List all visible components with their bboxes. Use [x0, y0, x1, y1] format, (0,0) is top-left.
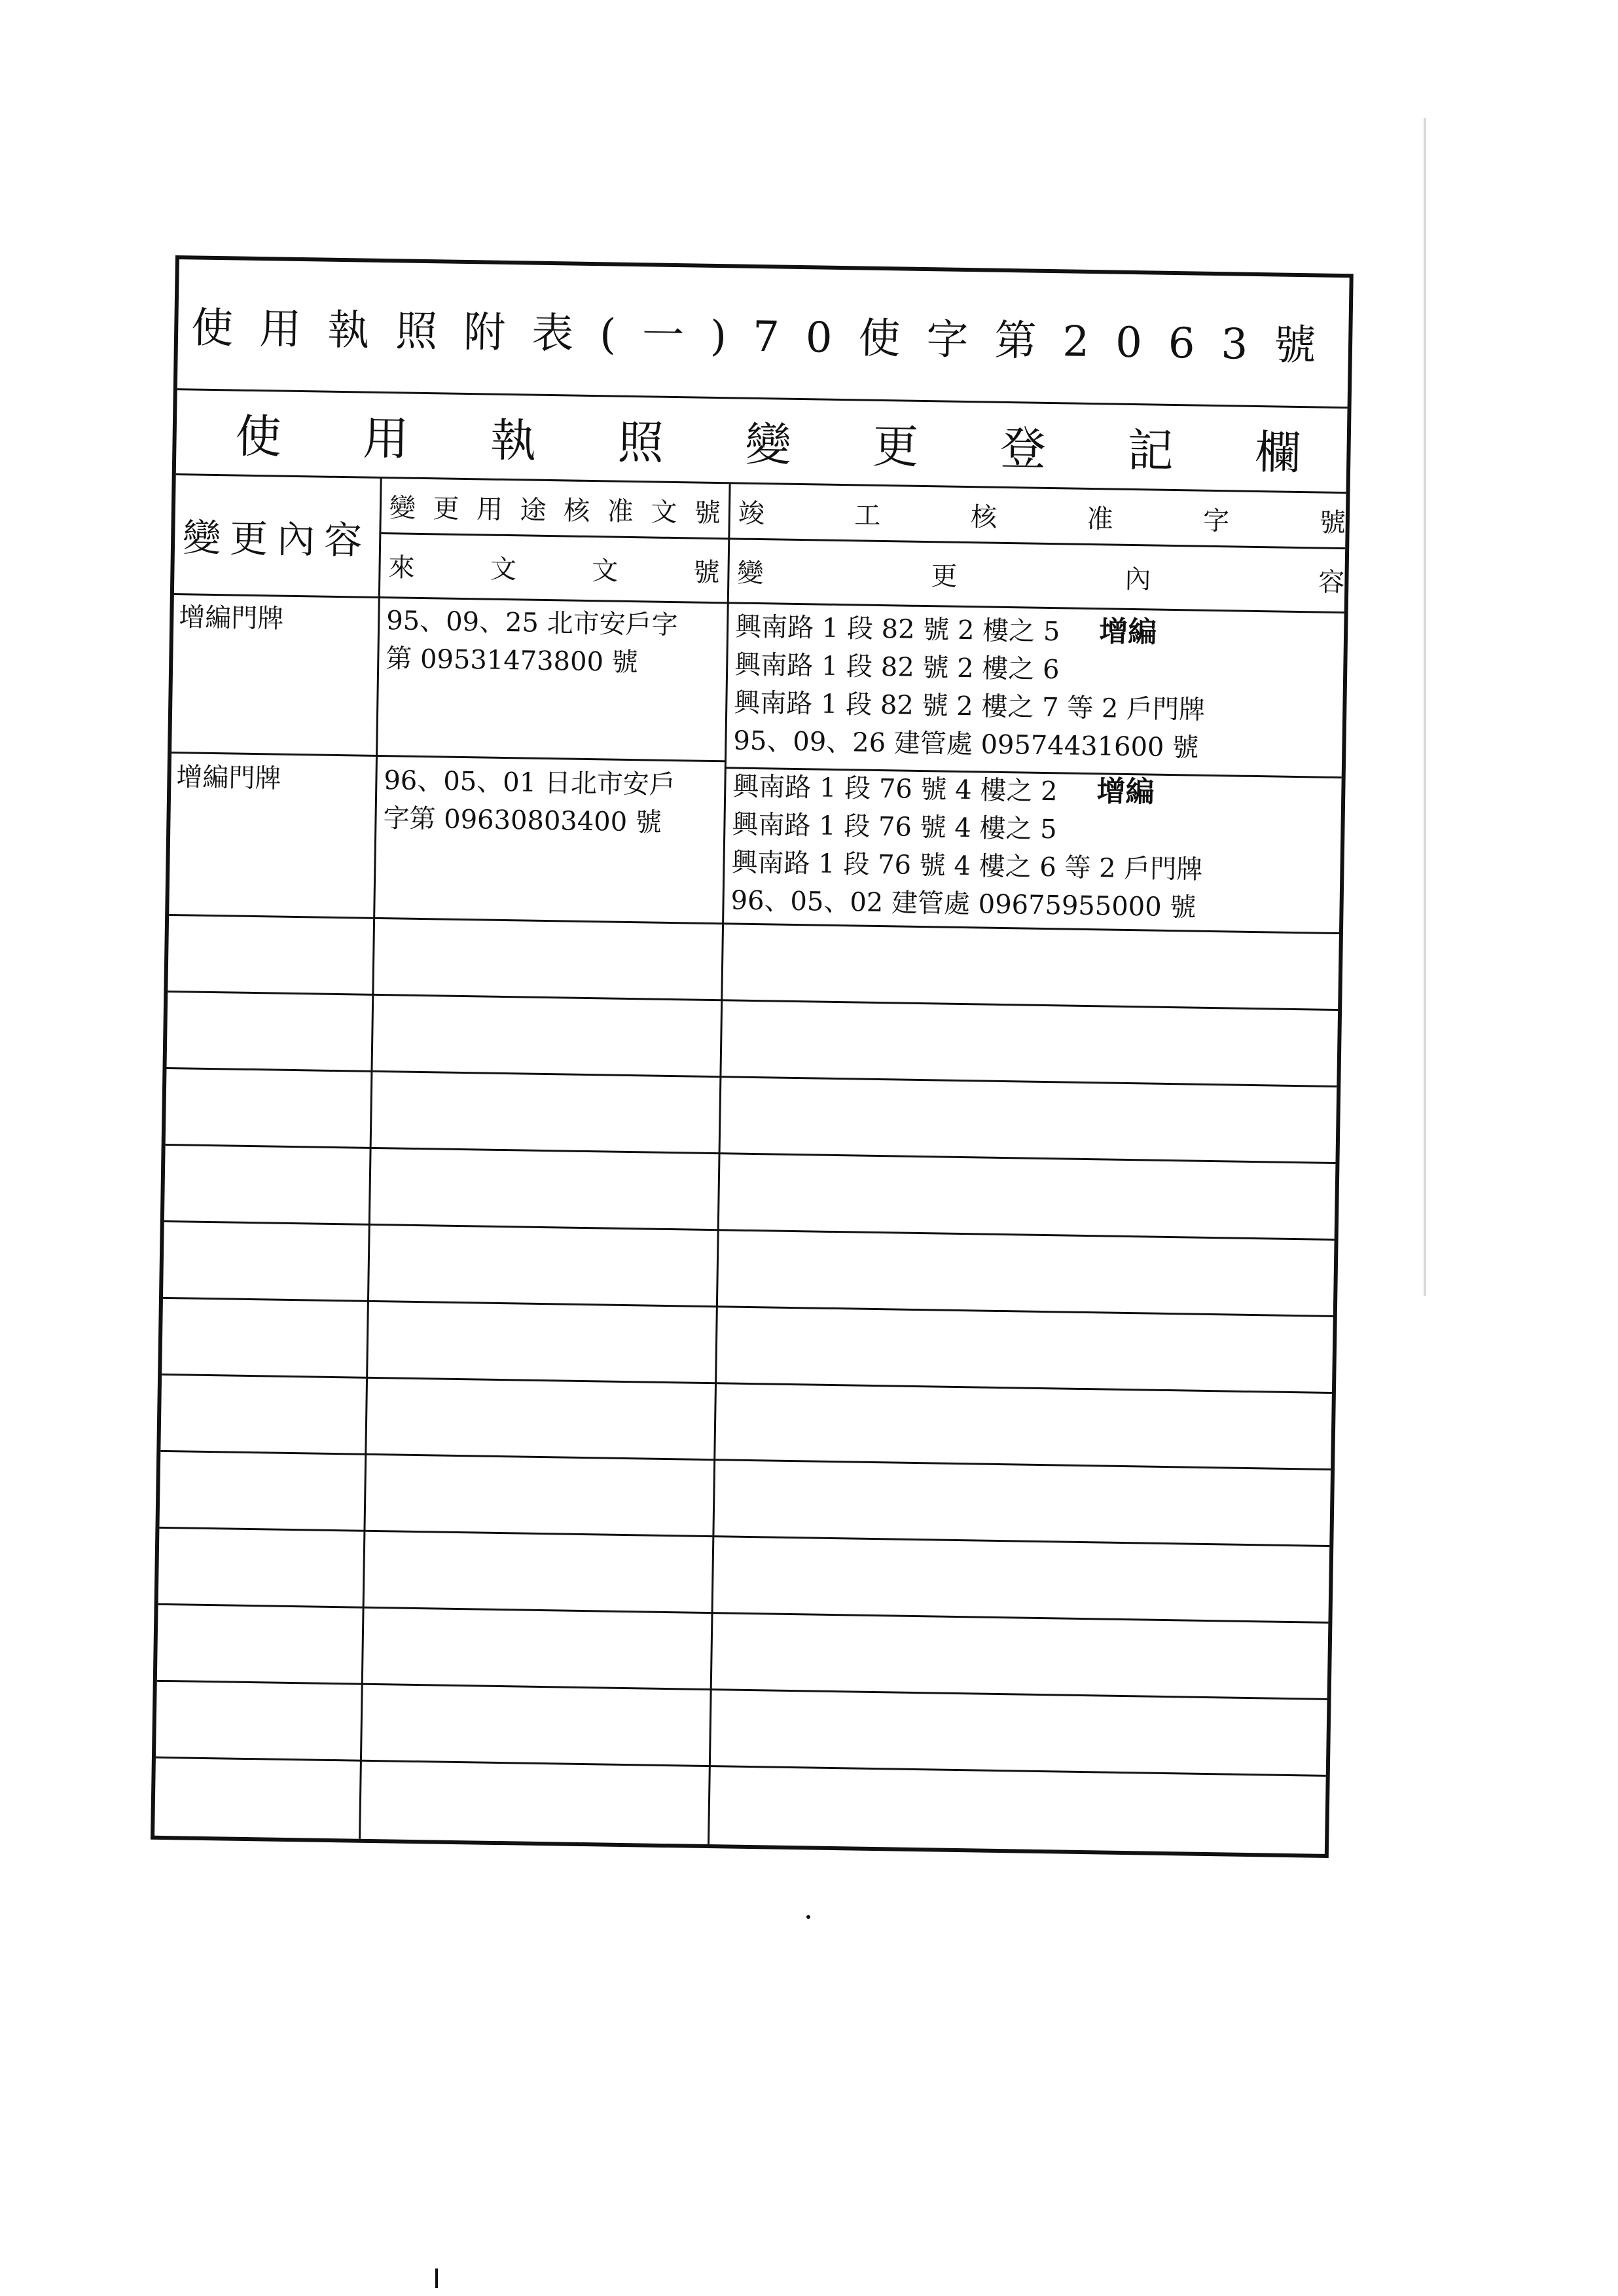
- table-row-line: [168, 991, 1338, 1011]
- subtitle-char: 欄: [1254, 425, 1302, 481]
- header-char: 准: [1087, 503, 1113, 535]
- table-row-line: [156, 1757, 1326, 1777]
- entry-tag: 增編: [1098, 615, 1157, 649]
- subtitle-char: 更: [872, 419, 919, 474]
- header-char: 號: [694, 498, 721, 528]
- entry-type: 增編門牌: [178, 602, 284, 634]
- title-char: 執: [327, 306, 396, 355]
- table-row-line: [158, 1603, 1329, 1624]
- table-row-line: [162, 1374, 1332, 1394]
- title-char: 第: [994, 316, 1064, 366]
- header-char: 變: [737, 558, 764, 589]
- header-char: 內: [1124, 564, 1151, 595]
- title-char: 表: [531, 309, 600, 359]
- header-char: 途: [520, 494, 547, 526]
- header-completion-no: [730, 484, 1354, 547]
- table-row-line: [157, 1680, 1327, 1700]
- header-char: 字: [1202, 505, 1230, 536]
- change-line: 興南路 1 段 76 號 4 樓之 5: [732, 809, 1057, 845]
- title-char: (一): [599, 310, 753, 361]
- header-char: 更: [433, 493, 459, 524]
- subtitle-char: 變: [744, 417, 792, 472]
- title-char: 70: [752, 312, 859, 363]
- doc-line: 95、09、25 北市安戶字: [386, 606, 679, 641]
- header-incoming-doc-no: [380, 534, 728, 602]
- change-line: 96、05、02 建管處 09675955000 號: [730, 885, 1196, 923]
- scan-speck: [435, 2269, 438, 2288]
- header-char: 號: [1319, 507, 1346, 538]
- change-line: 95、09、26 建管處 09574431600 號: [733, 725, 1199, 763]
- header-change-content: 變更內容: [182, 515, 372, 563]
- doc-line: 96、05、01 日北市安戶: [384, 765, 676, 801]
- header-approval-doc-no: [381, 479, 728, 538]
- column-divider: [708, 484, 731, 1844]
- entry-type: 增編門牌: [176, 762, 281, 794]
- change-line: 興南路 1 段 82 號 2 樓之 6: [734, 649, 1060, 685]
- title-char: 字: [926, 315, 996, 365]
- header-char: 工: [854, 500, 881, 531]
- title-char: 使: [857, 314, 927, 364]
- header-char: 號: [693, 557, 720, 589]
- header-char: 容: [1318, 567, 1345, 598]
- form-title: [191, 294, 1342, 373]
- subtitle-char: 使: [235, 409, 282, 464]
- header-char: 竣: [738, 498, 765, 529]
- header-char: 更: [931, 561, 958, 592]
- column-divider: [359, 479, 382, 1839]
- scan-speck: [806, 1915, 810, 1919]
- subtitle-char: 登: [999, 421, 1047, 476]
- title-char: 照: [395, 306, 464, 357]
- subtitle-char: 記: [1127, 423, 1174, 478]
- usage-permit-form: [151, 255, 1354, 1858]
- header-change-detail: [729, 539, 1353, 611]
- header-char: 文: [650, 496, 677, 528]
- title-char: 2063: [1062, 317, 1274, 369]
- table-row-line: [166, 1067, 1337, 1087]
- entry-doc-no: [383, 761, 675, 842]
- scan-edge-line: [1424, 118, 1426, 1296]
- header-char: 文: [591, 556, 619, 587]
- change-line: 興南路 1 段 82 號 2 樓之 5 增編: [734, 611, 1157, 649]
- title-char: 用: [259, 304, 328, 355]
- header-char: 用: [476, 494, 503, 525]
- title-char: 號: [1273, 320, 1342, 371]
- entry-change-content: [733, 608, 1206, 767]
- doc-line: 字第 09630803400 號: [383, 803, 662, 838]
- entry-change-content: [730, 767, 1204, 926]
- title-char: 使: [190, 303, 260, 354]
- header-char: 來: [388, 553, 415, 583]
- table-row-line: [164, 1220, 1335, 1241]
- header-char: 變: [389, 492, 416, 524]
- change-line: 興南路 1 段 82 號 2 樓之 7 等 2 戶門牌: [734, 687, 1206, 725]
- entry-doc-no: [386, 602, 678, 682]
- header-char: 文: [490, 554, 517, 585]
- change-line: 興南路 1 段 76 號 4 樓之 2 增編: [732, 771, 1155, 809]
- header-char: 核: [970, 501, 998, 533]
- doc-line: 第 09531473800 號: [386, 644, 639, 678]
- table-row-line: [163, 1297, 1333, 1317]
- change-line: 興南路 1 段 76 號 4 樓之 6 等 2 戶門牌: [731, 847, 1203, 885]
- table-row-line: [160, 1450, 1331, 1470]
- title-char: 附: [463, 308, 532, 358]
- subtitle-char: 執: [490, 413, 537, 468]
- header-char: 核: [563, 495, 590, 526]
- header-char: 准: [607, 496, 634, 527]
- entry-tag: 增編: [1096, 774, 1155, 809]
- subtitle-char: 照: [617, 415, 664, 470]
- table-row-line: [166, 1144, 1336, 1164]
- table-row-line: [159, 1527, 1329, 1547]
- form-title-row: [177, 259, 1350, 409]
- subtitle-char: 用: [362, 411, 410, 466]
